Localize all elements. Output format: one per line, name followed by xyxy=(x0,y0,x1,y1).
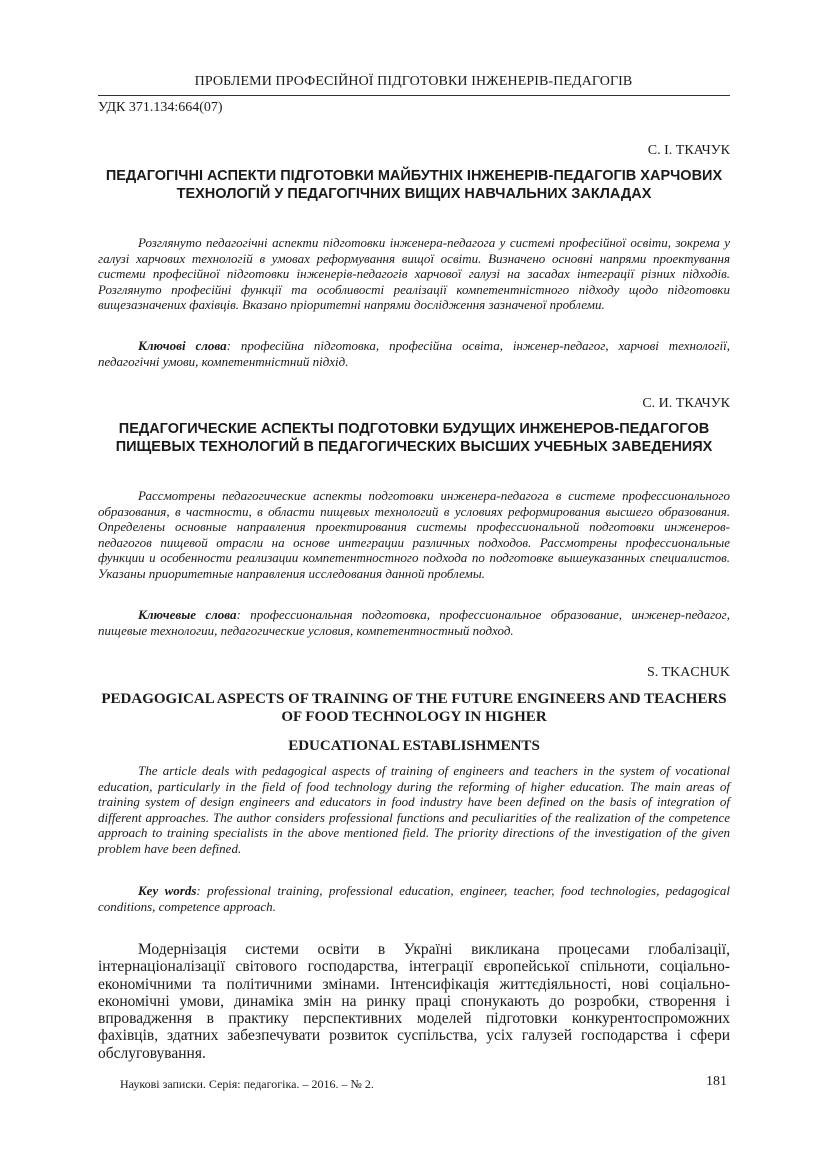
author-russian: С. И. ТКАЧУК xyxy=(642,396,730,411)
abstract-russian: Рассмотрены педагогические аспекты подготовки инженера-педагога в системе профессионального образования, в частности, в области пищевых технологий в условиях реформирования высшего образования. Определены основные направления проектирования системы профессиональной подготовки инженеров-педагогов пищевой отрасли на основе интеграции различных подходов. Рассмотрены профессиональные функции и особенности реализации компетентностного подхода по подготовке вышеуказанных специалистов. Указаны приоритетные направления исследования данной проблемы. xyxy=(98,488,730,581)
abstract-ukrainian: Розглянуто педагогічні аспекти підготовки інженера-педагога у системі професійної освіти, зокрема у галузі харчових технологій в умовах реформування вищої освіти. Визначено основні напрями проектування системи професійної підготовки інженерів-педагогів харчової галузі на засадах інтеграції різних підходів. Розглянуто професійні функції та особливості реалізації компетентністного підходу щодо підготовки вищезазначених фахівців. Вказано пріоритетні напрями дослідження зазначеної проблеми. xyxy=(98,235,730,312)
keywords-russian xyxy=(98,607,730,638)
keywords-english xyxy=(98,883,730,914)
title-english: PEDAGOGICAL ASPECTS OF TRAINING OF THE FUTURE ENGINEERS AND TEACHERS OF FOOD TECHNOLOGY IN HIGHER xyxy=(101,691,727,725)
keywords-label: Ключевые слова xyxy=(138,607,237,622)
keywords-text: : професійна підготовка, професійна освіта, інженер-педагог, харчові технології, педагогічні умови, компетентністний підхід. xyxy=(98,338,730,369)
footer-journal: Наукові записки. Серія: педагогіка. – 2016. – № 2. xyxy=(120,1077,374,1091)
title-russian: ПЕДАГОГИЧЕСКИЕ АСПЕКТЫ ПОДГОТОВКИ БУДУЩИХ ИНЖЕНЕРОВ-ПЕДАГОГОВ ПИЩЕВЫХ ТЕХНОЛОГИЙ В ПЕДАГОГИЧЕСКИХ ВЫСШИХ УЧЕБНЫХ ЗАВЕДЕНИЯХ xyxy=(115,421,713,455)
keywords-text: : professional training, professional education, engineer, teacher, food technologies, pedagogical conditions, competence approach. xyxy=(98,883,731,914)
keywords-label: Ключові слова xyxy=(138,338,227,353)
header-rule xyxy=(98,95,730,96)
udc-code: УДК 371.134:664(07) xyxy=(98,100,223,115)
page-number: 181 xyxy=(706,1074,727,1089)
running-header: ПРОБЛЕМИ ПРОФЕСІЙНОЇ ПІДГОТОВКИ ІНЖЕНЕРІВ-ПЕДАГОГІВ xyxy=(194,74,633,89)
keywords-text: : профессиональная подготовка, профессиональное образование, инженер-педагог, пищевые технологии, педагогические условия, компетентностный подход. xyxy=(98,607,730,638)
body-paragraph: Модернізація системи освіти в Україні викликана процесами глобалізації, інтернаціоналізації світового господарства, інтеграції європейської спільноти, соціально-економічними та політичними змінами. Інтенсифікація життєдіяльності, нові соціально-економічні умови, динаміка змін на ринку праці спонукають до розробки, створення і впровадження в практику перспективних моделей підготовки конкурентоспроможних фахівців, здатних забезпечувати розвиток суспільства, усіх галузей господарства і сфери обслуговування. xyxy=(98,941,730,1062)
title-ukrainian: ПЕДАГОГІЧНІ АСПЕКТИ ПІДГОТОВКИ МАЙБУТНІХ ІНЖЕНЕРІВ-ПЕДАГОГІВ ХАРЧОВИХ ТЕХНОЛОГІЙ У ПЕДАГОГІЧНИХ ВИЩИХ НАВЧАЛЬНИХ ЗАКЛАДАХ xyxy=(105,168,723,202)
title-english-line2: EDUCATIONAL ESTABLISHMENTS xyxy=(288,738,540,754)
keywords-label: Key words xyxy=(138,883,197,898)
author-ukrainian: С. І. ТКАЧУК xyxy=(647,143,730,158)
keywords-ukrainian xyxy=(98,338,730,369)
author-english: S. TKACHUK xyxy=(647,665,730,680)
abstract-english: The article deals with pedagogical aspects of training of engineers and teachers in the system of vocational education, particularly in the field of food technology during the reforming of higher education. The main areas of training system of design engineers and educators in food industry have been defined on the basis of integration of different approaches. The author considers professional functions and peculiarities of the realization of the competence approach to training specialists in the above mentioned field. The priority directions of the investigation of the given problem have been defined. xyxy=(98,763,730,856)
